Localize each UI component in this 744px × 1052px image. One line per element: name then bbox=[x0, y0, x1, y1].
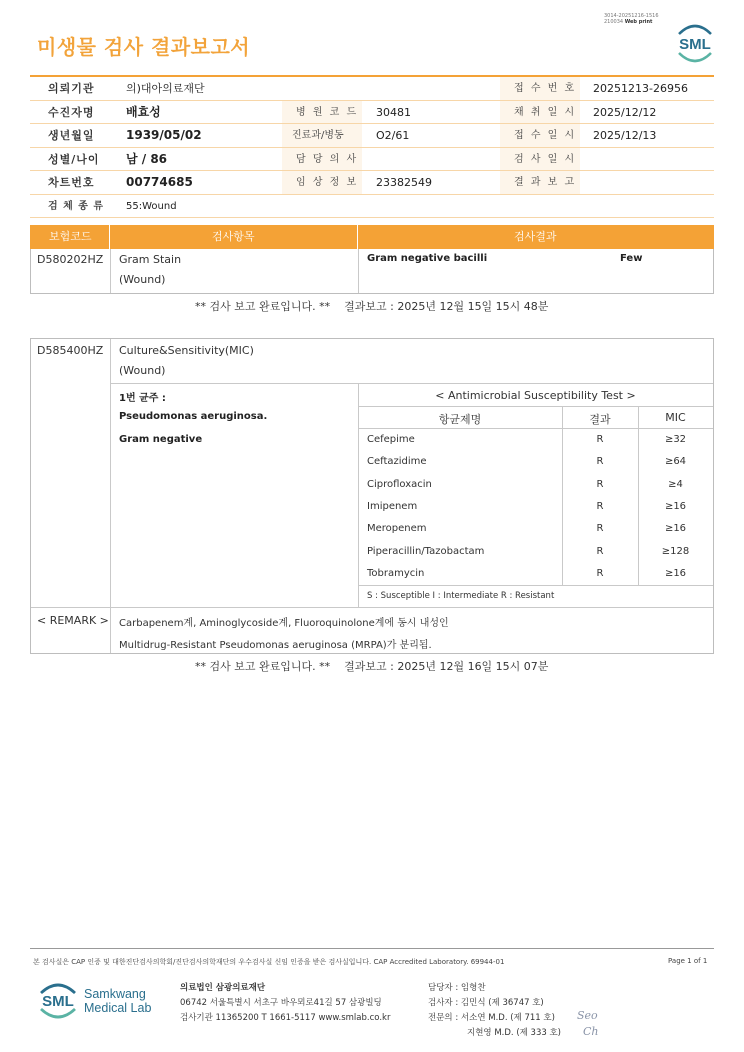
strain-label: 1번 균주 : bbox=[119, 393, 166, 404]
brand-name bbox=[84, 987, 151, 1015]
culture-code: D585400HZ bbox=[37, 344, 104, 357]
ast-drug-name: Tobramycin bbox=[367, 567, 425, 579]
header-test-result: 검사결과 bbox=[514, 230, 557, 243]
sml-logo-text: SML bbox=[679, 36, 711, 53]
dept-label: 진료과/병동 bbox=[292, 130, 344, 141]
culture-complete-text: ** 검사 보고 완료입니다. ** bbox=[195, 660, 331, 673]
print-code-line1: 3014-20251216-1516 bbox=[604, 13, 659, 19]
org-contact: 검사기관 11365200 T 1661-5117 www.smlab.co.kr bbox=[180, 1013, 391, 1023]
header-test-item: 검사항목 bbox=[212, 230, 255, 243]
col-result: 결과 bbox=[589, 413, 611, 426]
sex-age-value: 남 / 86 bbox=[126, 151, 168, 166]
gram-type: Gram negative bbox=[119, 434, 203, 445]
document-title: 미생물 검사 결과보고서 bbox=[37, 35, 251, 59]
gram-amount: Few bbox=[620, 253, 643, 264]
page-number: Page 1 of 1 bbox=[668, 957, 708, 965]
gram-item: Gram Stain bbox=[119, 253, 182, 266]
receipt-no-label: 접 수 번 호 bbox=[514, 83, 577, 94]
result-table-header bbox=[30, 225, 714, 249]
ast-result: R bbox=[596, 478, 604, 490]
receipt-no-value: 20251213-26956 bbox=[593, 82, 688, 95]
clinical-info-label: 임 상 정 보 bbox=[296, 177, 359, 188]
info-row-sex-age bbox=[30, 148, 714, 172]
gram-complete-notice bbox=[195, 298, 548, 314]
org-address: 06742 서울특별시 서초구 바우뫼로41길 57 삼광빌딩 bbox=[180, 998, 382, 1008]
gram-report-time: 결과보고 : 2025년 12월 15일 15시 48분 bbox=[344, 300, 549, 313]
info-row-requester bbox=[30, 77, 714, 101]
ast-result: R bbox=[596, 500, 604, 512]
name-value: 배효성 bbox=[126, 104, 161, 119]
culture-specimen: (Wound) bbox=[119, 364, 166, 377]
ast-drug-name: Ciprofloxacin bbox=[367, 478, 432, 490]
collect-date-label: 채 취 일 시 bbox=[514, 106, 577, 118]
tester: 검사자 : 김민식 (제 36747 호) bbox=[428, 998, 544, 1008]
ast-result: R bbox=[596, 545, 604, 557]
ast-mic: ≥16 bbox=[664, 567, 687, 579]
culture-item: Culture&Sensitivity(MIC) bbox=[119, 344, 254, 357]
ast-mic: ≥64 bbox=[664, 456, 687, 468]
col-mic: MIC bbox=[665, 411, 686, 424]
ast-mic: ≥16 bbox=[664, 500, 687, 512]
ast-result: R bbox=[596, 434, 604, 445]
signature-1: Seo bbox=[577, 1009, 598, 1022]
sml-footer-logo-icon bbox=[36, 979, 80, 1023]
gram-code: D580202HZ bbox=[37, 253, 104, 266]
remark-line1: Carbapenem계, Aminoglycoside계, Fluoroquinolone계에 동시 내성인 bbox=[119, 618, 449, 629]
gram-result: Gram negative bacilli bbox=[367, 253, 488, 264]
info-row-chart-no bbox=[30, 171, 714, 195]
gram-specimen: (Wound) bbox=[119, 273, 166, 286]
remark-line2: Multidrug-Resistant Pseudomonas aeruginosa (MRPA)가 분리됨. bbox=[119, 640, 432, 651]
ast-title: < Antimicrobial Susceptibility Test > bbox=[435, 389, 636, 402]
doctor-label: 담 당 의 사 bbox=[296, 153, 359, 165]
specialist-1: 전문의 : 서소연 M.D. (제 711 호) bbox=[428, 1013, 555, 1023]
gram-complete-text: ** 검사 보고 완료입니다. ** bbox=[195, 300, 331, 313]
sml-logo-icon bbox=[672, 22, 718, 64]
cert-statement: 본 검사실은 CAP 인증 및 대한진단검사의학회/진단검사의학재단의 우수검사실 신임 인증을 받은 검사실입니다. CAP Accredited Laboratory. 69944-01 bbox=[33, 958, 505, 966]
requester-value: 의)대아의료재단 bbox=[126, 82, 205, 95]
specialist-2: 지현영 M.D. (제 333 호) bbox=[467, 1028, 562, 1038]
sml-footer-logo-text: SML bbox=[42, 993, 74, 1010]
hospital-code-label: 병 원 코 드 bbox=[296, 106, 359, 118]
requester-label: 의뢰기관 bbox=[48, 82, 95, 95]
info-row-dob bbox=[30, 124, 714, 148]
ast-result: R bbox=[596, 523, 604, 535]
header-insurance-code: 보험코드 bbox=[49, 230, 92, 243]
hospital-code-value: 30481 bbox=[376, 105, 411, 119]
ast-mic: ≥4 bbox=[668, 478, 683, 490]
dob-label: 생년월일 bbox=[48, 129, 95, 142]
collect-date-value: 2025/12/12 bbox=[593, 105, 657, 119]
culture-complete-notice bbox=[195, 658, 548, 674]
manager: 담당자 : 임형찬 bbox=[428, 983, 486, 993]
ast-result: R bbox=[596, 456, 604, 468]
print-code bbox=[604, 13, 659, 25]
ast-drug-name: Ceftazidime bbox=[367, 456, 427, 468]
organism-name: Pseudomonas aeruginosa. bbox=[119, 411, 268, 422]
receipt-date-label: 접 수 일 시 bbox=[514, 130, 577, 141]
dob-value: 1939/05/02 bbox=[126, 128, 202, 142]
patient-info-table bbox=[30, 75, 714, 218]
ast-drug-name: Piperacillin/Tazobactam bbox=[367, 545, 485, 557]
col-drug: 항균제명 bbox=[438, 413, 482, 426]
chart-no-value: 00774685 bbox=[126, 175, 193, 189]
specimen-value: 55:Wound bbox=[126, 200, 177, 212]
remark-label: < REMARK > bbox=[37, 614, 109, 627]
culture-report-time: 결과보고 : 2025년 12월 16일 15시 07분 bbox=[344, 660, 549, 673]
test-date-label: 검 사 일 시 bbox=[514, 153, 577, 165]
chart-no-label: 차트번호 bbox=[48, 176, 95, 189]
web-print-label: Web print bbox=[624, 19, 653, 25]
dept-value: O2/61 bbox=[376, 129, 410, 142]
clinical-info-value: 23382549 bbox=[376, 176, 432, 189]
info-row-specimen bbox=[30, 195, 714, 219]
ast-drug-name: Meropenem bbox=[367, 523, 427, 535]
ast-legend: S : Susceptible I : Intermediate R : Resistant bbox=[367, 591, 555, 601]
ast-result: R bbox=[596, 567, 604, 579]
culture-table bbox=[30, 338, 714, 654]
brand-line2: Medical Lab bbox=[84, 1001, 152, 1015]
gram-stain-table bbox=[30, 249, 714, 294]
brand-line1: Samkwang bbox=[84, 987, 146, 1001]
sex-age-label: 성별/나이 bbox=[48, 152, 100, 166]
ast-mic: ≥32 bbox=[664, 434, 687, 445]
org-name: 의료법인 삼광의료재단 bbox=[180, 983, 266, 993]
name-label: 수진자명 bbox=[48, 105, 95, 119]
signature-2: Ch bbox=[583, 1025, 599, 1038]
ast-mic: ≥16 bbox=[664, 523, 687, 535]
receipt-date-value: 2025/12/13 bbox=[593, 129, 657, 142]
specimen-label: 검 체 종 류 bbox=[48, 200, 105, 212]
ast-drug-name: Cefepime bbox=[367, 434, 415, 445]
info-row-name bbox=[30, 101, 714, 125]
report-label: 결 과 보 고 bbox=[514, 177, 577, 188]
footer-divider bbox=[30, 948, 714, 949]
print-code-line2: 210034 bbox=[604, 19, 624, 25]
ast-mic: ≥128 bbox=[661, 545, 690, 557]
ast-drug-name: Imipenem bbox=[367, 500, 418, 512]
